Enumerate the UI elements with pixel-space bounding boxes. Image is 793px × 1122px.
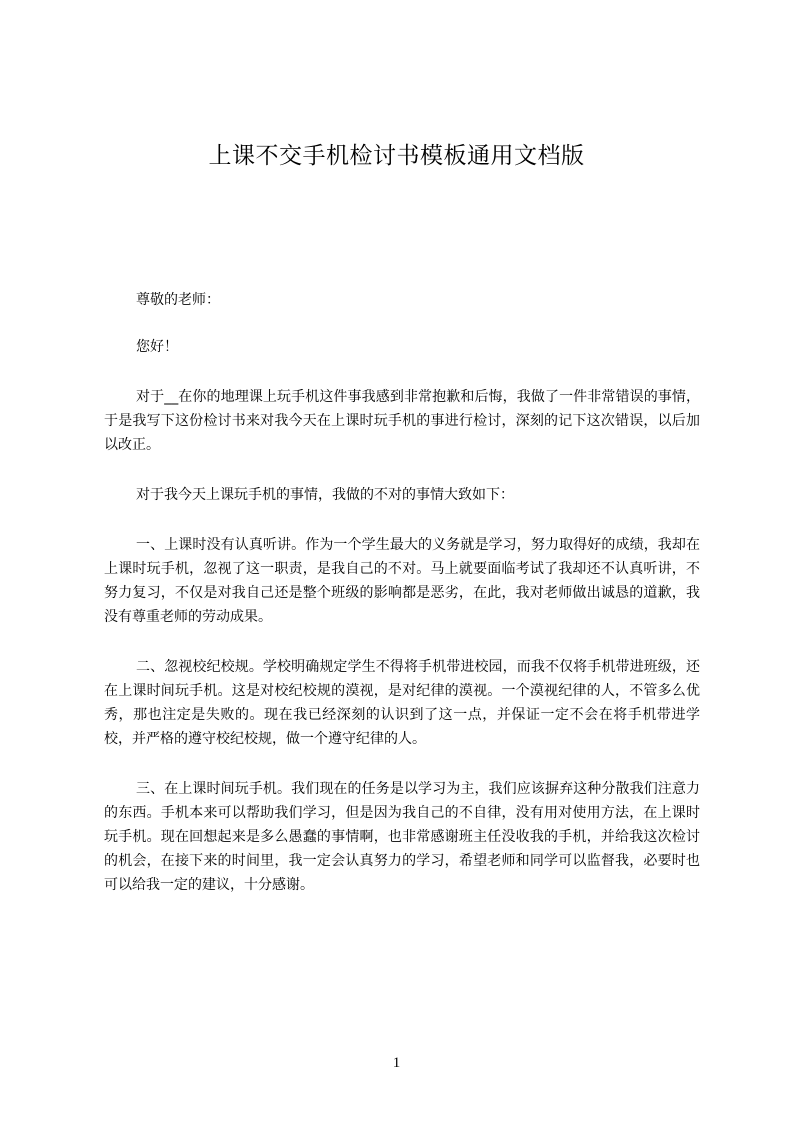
page-number: 1 [392,1055,401,1071]
document-title: 上课不交手机检讨书模板通用文档版 [208,143,585,169]
paragraph-intro: 对于__在你的地理课上玩手机这件事我感到非常抱歉和后悔，我做了一件非常错误的事情，于是我写下这份检讨书来对我今天在上课时玩手机的事进行检讨，深刻的记下这次错误，以后加以改正。 [104,389,700,453]
paragraph-point-one: 一、上课时没有认真听讲。作为一个学生最大的义务就是学习，努力取得好的成绩，我却在上课时玩手机，忽视了这一职责，是我自己的不对。马上就要面临考试了我却还不认真听讲，不努力复习，不仅是对我自己还是整个班级的影响都是恶劣，在此，我对老师做出诚恳的道歉，我没有尊重老师的劳动成果。 [104,537,700,625]
paragraph-summary: 对于我今天上课玩手机的事情，我做的不对的事情大致如下： [136,487,514,503]
salutation: 尊敬的老师： [136,292,220,308]
document-body [104,288,700,923]
paragraph-point-three: 三、在上课时间玩手机。我们现在的任务是以学习为主，我们应该摒弃这种分散我们注意力的东西。手机本来可以帮助我们学习，但是因为我自己的不自律，没有用对使用方法，在上课时玩手机。现在回想起来是多么愚蠢的事情啊，也非常感谢班主任没收我的手机，并给我这次检讨的机会，在接下来的时间里，我一定会认真努力的学习，希望老师和同学可以监督我，必要时也可以给我一定的建议，十分感谢。 [104,781,700,893]
paragraph-point-two: 二、忽视校纪校规。学校明确规定学生不得将手机带进校园，而我不仅将手机带进班级，还在上课时间玩手机。这是对校纪校规的漠视，是对纪律的漠视。一个漠视纪律的人，不管多么优秀，那也注定是失败的。现在我已经深刻的认识到了这一点，并保证一定不会在将手机带进学校，并严格的遵守校纪校规，做一个遵守纪律的人。 [104,659,700,747]
greeting: 您好！ [136,339,178,355]
